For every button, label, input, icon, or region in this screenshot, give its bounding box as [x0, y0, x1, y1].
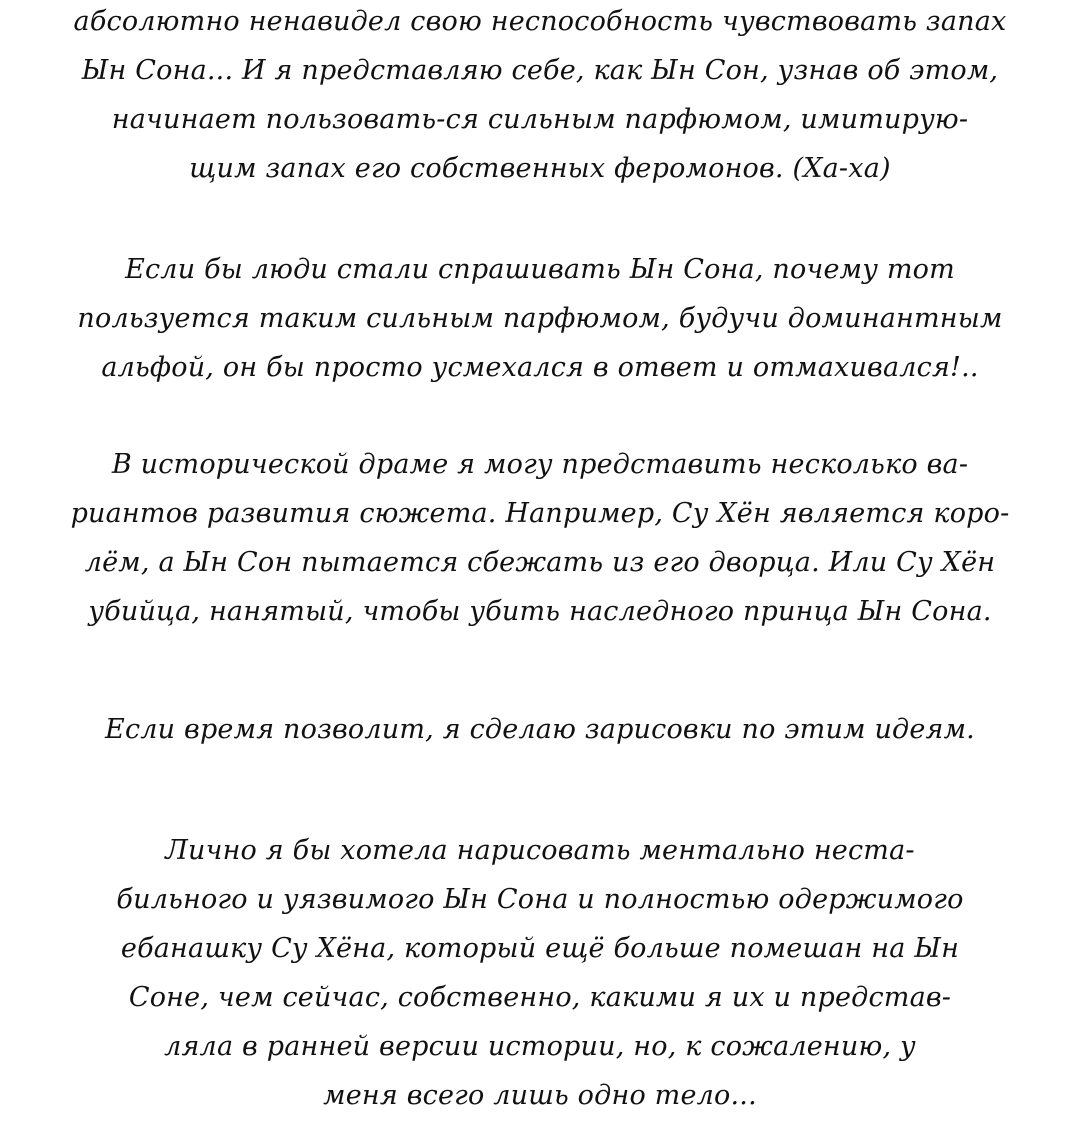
text-line: Соне, чем сейчас, собственно, какими я их и представ-: [128, 982, 952, 1013]
paragraph-personal-wish: [40, 826, 1040, 1120]
text-line: В исторической драме я могу представить несколько ва-: [111, 449, 969, 480]
paragraph-sketches: [40, 705, 1040, 754]
paragraph-smell: [40, 0, 1040, 193]
text-line: ебанашку Су Хёна, который ещё больше помешан на Ын: [120, 933, 960, 964]
paragraph-perfume: [40, 245, 1040, 392]
text-line: меня всего лишь одно тело...: [323, 1080, 757, 1111]
text-line: лём, а Ын Сон пытается сбежать из его дворца. Или Су Хён: [84, 547, 996, 578]
text-line: абсолютно ненавидел свою неспособность чувствовать запах: [73, 6, 1007, 37]
text-line: риантов развития сюжета. Например, Су Хён является коро-: [70, 498, 1010, 529]
paragraph-historical-drama: [40, 440, 1040, 636]
text-line: альфой, он бы просто усмехался в ответ и отмахивался!..: [101, 352, 979, 383]
text-line: пользуется таким сильным парфюмом, будучи доминантным: [77, 303, 1003, 334]
text-line: убийца, нанятый, чтобы убить наследного принца Ын Сона.: [88, 596, 992, 627]
text-line: Лично я бы хотела нарисовать ментально неста-: [165, 835, 915, 866]
text-line: Ын Сона... И я представляю себе, как Ын Сон, узнав об этом,: [81, 55, 999, 86]
text-line: Если время позволит, я сделаю зарисовки по этим идеям.: [105, 714, 975, 745]
text-line: ляла в ранней версии истории, но, к сожалению, у: [164, 1031, 916, 1062]
text-line: щим запах его собственных феромонов. (Ха-ха): [189, 153, 891, 184]
text-line: Если бы люди стали спрашивать Ын Сона, почему тот: [125, 254, 955, 285]
text-line: бильного и уязвимого Ын Сона и полностью одержимого: [116, 884, 964, 915]
text-line: начинает пользовать-ся сильным парфюмом, имитирую-: [111, 104, 969, 135]
